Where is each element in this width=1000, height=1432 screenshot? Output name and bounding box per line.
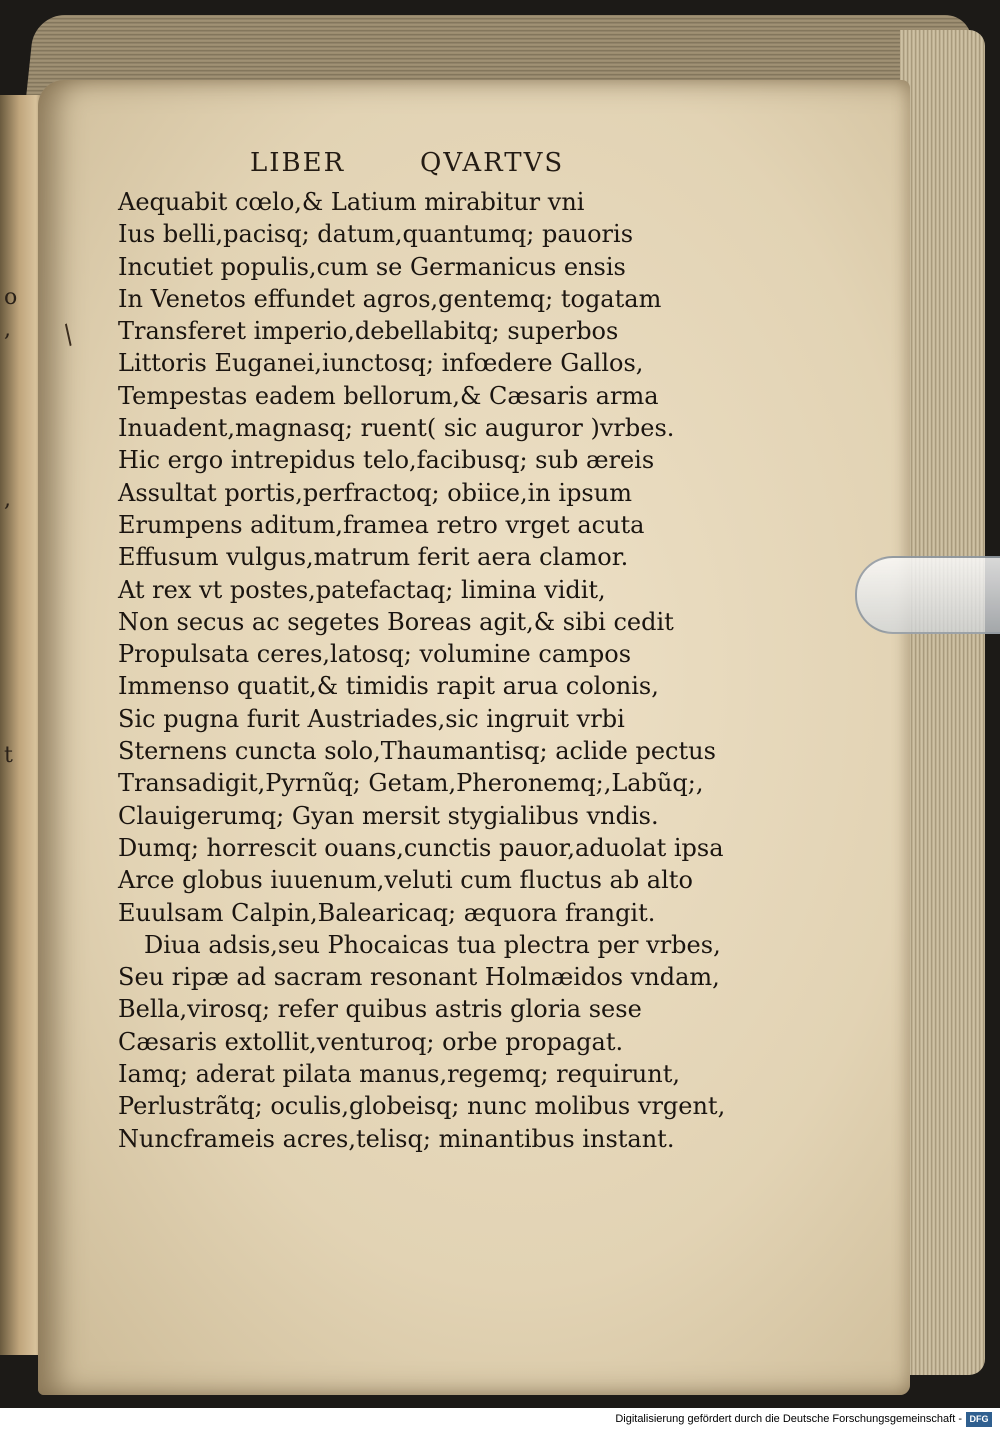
verse-line: Sic pugna furit Austriades,sic ingruit vrbi: [118, 704, 625, 733]
verse-line: Littoris Euganei,iunctosq; infœdere Gallos,: [118, 349, 644, 378]
left-page-fragment: t: [4, 743, 13, 768]
verse-line: Euulsam Calpin,Balearicaq; æquora frangit.: [118, 898, 656, 927]
verse-line: Transferet imperio,debellabitq; superbos: [118, 317, 619, 346]
verse-line: Erumpens aditum,framea retro vrget acuta: [118, 510, 645, 539]
verse-line: Tempestas eadem bellorum,& Cæsaris arma: [118, 381, 659, 410]
book-clip: [855, 556, 1000, 634]
footer: [0, 1408, 1000, 1432]
verse-line: Nuncframeis acres,telisq; minantibus instant.: [118, 1124, 675, 1153]
verse-line: Perlustrãtq; oculis,globeisq; nunc molibus vrgent,: [118, 1092, 726, 1121]
verse-line: Hic ergo intrepidus telo,facibusq; sub æreis: [118, 446, 655, 475]
verse-line: Effusum vulgus,matrum ferit aera clamor.: [118, 543, 629, 572]
verse-line: Non secus ac segetes Boreas agit,& sibi cedit: [118, 607, 674, 636]
verse-block: [118, 186, 738, 1155]
verse-line: Arce globus iuuenum,veluti cum fluctus ab alto: [118, 866, 693, 895]
right-page-edges: [900, 30, 985, 1375]
verse-line: Diua adsis,seu Phocaicas tua plectra per vrbes,: [144, 930, 721, 959]
margin-mark-icon: /: [57, 319, 80, 351]
verse-line: Seu ripæ ad sacram resonant Holmæidos vndam,: [118, 963, 720, 992]
verse-line: Immenso quatit,& timidis rapit arua colonis,: [118, 672, 659, 701]
left-page-fragment: ,: [4, 317, 11, 342]
verse-line: Cæsaris extollit,venturoq; orbe propagat.: [118, 1027, 624, 1056]
verse-line: Iamq; aderat pilata manus,regemq; requirunt,: [118, 1060, 680, 1089]
left-page-fragment: ,: [4, 487, 11, 512]
footer-credit: Digitalisierung gefördert durch die Deutsche Forschungsgemeinschaft -: [615, 1413, 962, 1425]
verse-line: Incutiet populis,cum se Germanicus ensis: [118, 252, 626, 281]
dfg-logo: DFG: [966, 1412, 992, 1427]
verse-line: Bella,virosq; refer quibus astris gloria sese: [118, 995, 642, 1024]
verse-line: Transadigit,Pyrnũq; Getam,Pheronemq;,Labũq;,: [118, 769, 704, 798]
verse-line: Assultat portis,perfractoq; obiice,in ipsum: [118, 478, 632, 507]
running-head-left: LIBER: [250, 148, 346, 178]
verse-line: Sternens cuncta solo,Thaumantisq; aclide pectus: [118, 737, 716, 766]
running-head: [250, 148, 650, 188]
verse-line: Dumq; horrescit ouans,cunctis pauor,aduolat ipsa: [118, 833, 724, 862]
verse-line: Ius belli,pacisq; datum,quantumq; pauoris: [118, 220, 634, 249]
verse-line: Clauigerumq; Gyan mersit stygialibus vndis.: [118, 801, 659, 830]
verse-line: Inuadent,magnasq; ruent( sic auguror )vrbes.: [118, 414, 675, 443]
verse-line: At rex vt postes,patefactaq; limina vidit,: [118, 575, 606, 604]
verse-line: In Venetos effundet agros,gentemq; togatam: [118, 284, 662, 313]
verse-line: Propulsata ceres,latosq; volumine campos: [118, 640, 632, 669]
left-page-fragment: o: [4, 285, 18, 310]
running-head-right: QVARTVS: [420, 148, 565, 178]
verse-line: Aequabit cœlo,& Latium mirabitur vni: [118, 188, 585, 216]
